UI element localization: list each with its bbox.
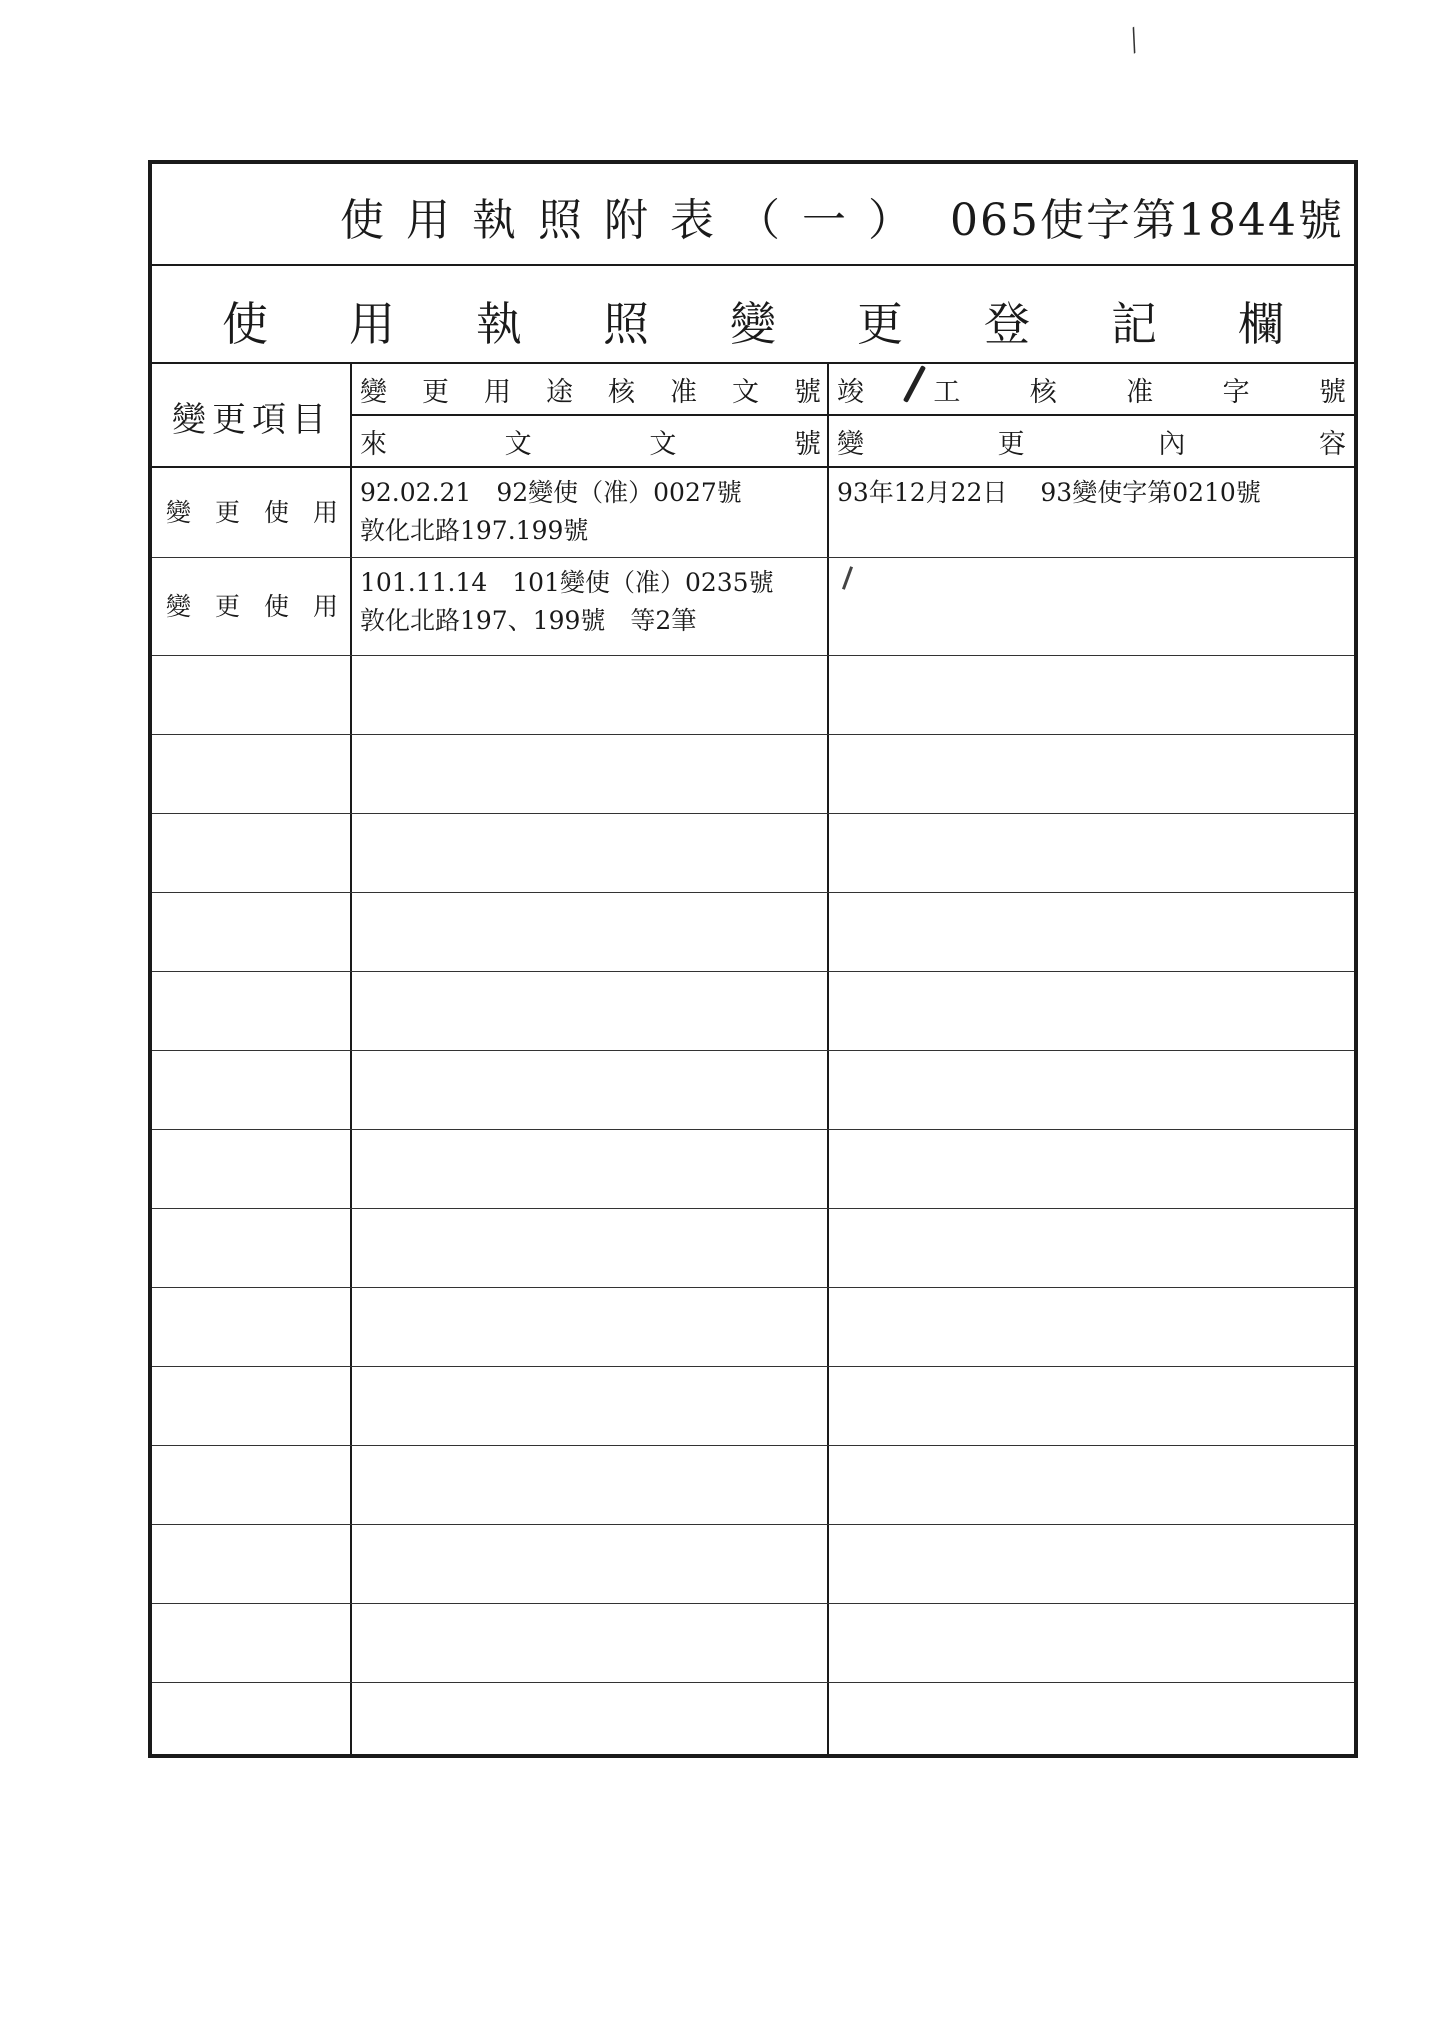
- empty-row: [152, 972, 1354, 1051]
- row-approval-doc: [352, 468, 829, 557]
- section-title-char: 照: [603, 297, 649, 351]
- table-row: [152, 468, 1354, 558]
- row-completion: [829, 558, 1354, 655]
- empty-row: [152, 656, 1354, 735]
- row-approval-doc: [352, 558, 829, 655]
- section-title-char: 變: [730, 297, 776, 351]
- item-char: 用: [312, 497, 338, 527]
- header-approval-doc: [352, 364, 829, 414]
- scan-speck: ╱: [1122, 26, 1146, 54]
- form-title: [152, 184, 1344, 248]
- header-char: 文: [649, 428, 677, 460]
- header-char: 變: [360, 376, 387, 408]
- license-appendix-form: [148, 160, 1358, 1758]
- table-row: [152, 558, 1354, 656]
- header-char: 號: [1318, 376, 1346, 408]
- header-char: 竣: [837, 376, 864, 408]
- section-title-row: [152, 266, 1354, 364]
- section-title-char: 登: [984, 297, 1030, 351]
- empty-row: [152, 1130, 1354, 1209]
- header-char: 文: [732, 376, 759, 408]
- header-char: 容: [1318, 428, 1346, 460]
- row-change-item: [152, 468, 352, 557]
- empty-row: [152, 1209, 1354, 1288]
- section-title-char: 執: [476, 297, 522, 351]
- section-title-char: 記: [1111, 297, 1157, 351]
- form-title-left: 使用執照附表（一）: [340, 195, 935, 246]
- item-char: 使: [263, 591, 289, 621]
- header-char: 核: [608, 376, 635, 408]
- empty-row: [152, 893, 1354, 972]
- header-char: 核: [1029, 376, 1057, 408]
- item-char: 用: [312, 591, 338, 621]
- empty-row: [152, 1446, 1354, 1525]
- header-char: 用: [484, 376, 511, 408]
- header-change-content: [829, 416, 1354, 466]
- header-char: 變: [837, 428, 864, 460]
- section-title: [222, 288, 1284, 354]
- header-char: 准: [1126, 376, 1154, 408]
- header-char: 文: [504, 428, 532, 460]
- section-title-char: 欄: [1238, 297, 1284, 351]
- header-change-item: 變更項目: [172, 399, 332, 440]
- item-char: 變: [166, 591, 192, 621]
- header-char: 來: [360, 428, 387, 460]
- empty-row: [152, 1604, 1354, 1683]
- header-char: 途: [546, 376, 573, 408]
- table-header: [152, 364, 1354, 468]
- empty-row: [152, 1525, 1354, 1604]
- header-char: 字: [1222, 376, 1250, 408]
- header-char: 更: [997, 428, 1025, 460]
- item-char: 更: [214, 591, 240, 621]
- item-char: 更: [214, 497, 240, 527]
- approval-line-1: 101.11.14 101變使（准）0235號: [360, 568, 774, 597]
- header-char: 號: [794, 376, 821, 408]
- header-incoming-doc: [352, 416, 829, 466]
- empty-row: [152, 1288, 1354, 1367]
- header-char: 內: [1158, 428, 1186, 460]
- approval-line-2: 敦化北路197.199號: [360, 516, 589, 545]
- item-char: 變: [166, 497, 192, 527]
- header-char: 更: [422, 376, 449, 408]
- header-char: 准: [670, 376, 697, 408]
- section-title-char: 更: [857, 297, 903, 351]
- empty-row: [152, 735, 1354, 814]
- empty-row: [152, 814, 1354, 893]
- license-number: 065使字第1844號: [950, 195, 1344, 246]
- section-title-char: 用: [349, 297, 395, 351]
- title-row: [152, 164, 1354, 266]
- item-char: 使: [263, 497, 289, 527]
- approval-line-1: 92.02.21 92變使（准）0027號: [360, 478, 742, 507]
- row-change-item: [152, 558, 352, 655]
- approval-line-2: 敦化北路197、199號 等2筆: [360, 606, 697, 635]
- header-char: 號: [793, 428, 821, 460]
- empty-row: [152, 1367, 1354, 1446]
- empty-row: [152, 1051, 1354, 1130]
- row-completion: 93年12月22日 93變使字第0210號: [837, 478, 1261, 507]
- section-title-char: 使: [222, 297, 268, 351]
- header-char: 工: [933, 376, 961, 408]
